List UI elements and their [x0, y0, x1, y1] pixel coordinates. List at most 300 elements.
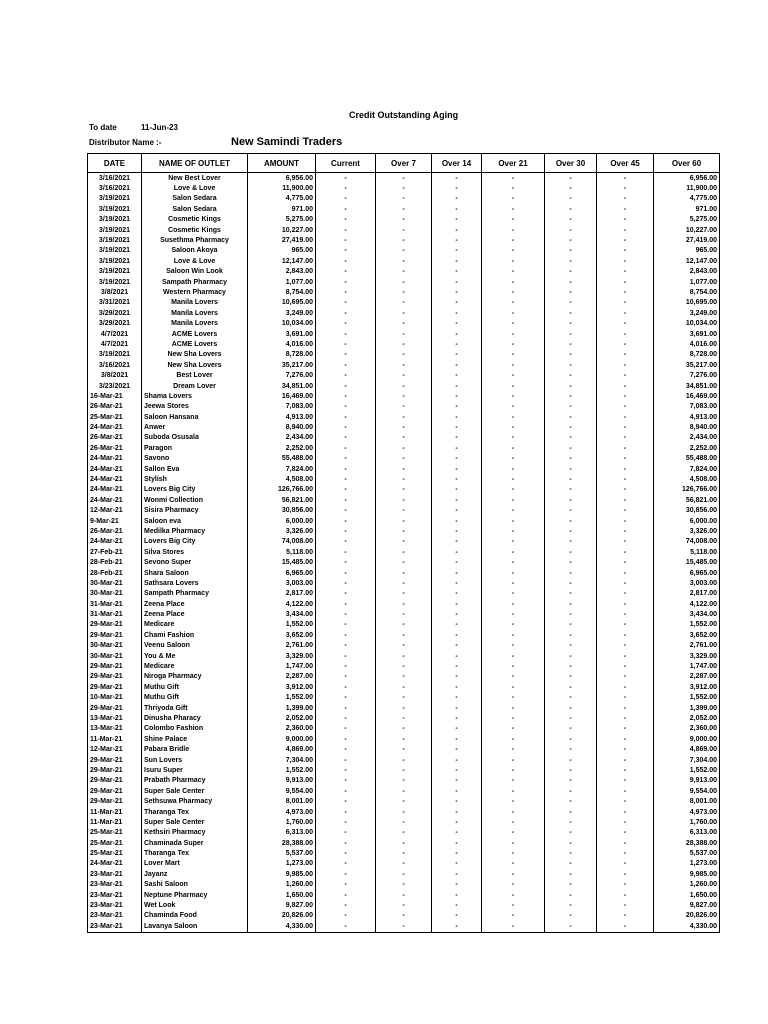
cell-over21: -: [482, 308, 545, 318]
cell-over14: -: [432, 578, 482, 588]
cell-amount: 6,965.00: [248, 568, 316, 578]
cell-over45: -: [597, 183, 654, 193]
cell-over45: -: [597, 557, 654, 567]
cell-over14: -: [432, 703, 482, 713]
cell-over60: 35,217.00: [654, 360, 720, 370]
cell-over14: -: [432, 173, 482, 184]
cell-over45: -: [597, 287, 654, 297]
cell-over7: -: [376, 506, 432, 516]
cell-over45: -: [597, 516, 654, 526]
cell-outlet: Medicare: [142, 620, 248, 630]
cell-over14: -: [432, 495, 482, 505]
cell-outlet: Dinusha Pharacy: [142, 713, 248, 723]
cell-date: 29-Mar-21: [88, 796, 142, 806]
cell-outlet: You & Me: [142, 651, 248, 661]
cell-outlet: Shine Palace: [142, 734, 248, 744]
table-row: [88, 651, 720, 661]
cell-outlet: Susethma Pharmacy: [142, 235, 248, 245]
cell-amount: 2,843.00: [248, 267, 316, 277]
cell-date: 25-Mar-21: [88, 828, 142, 838]
cell-over7: -: [376, 589, 432, 599]
cell-over60: 3,326.00: [654, 526, 720, 536]
cell-over45: -: [597, 485, 654, 495]
cell-date: 3/19/2021: [88, 235, 142, 245]
cell-over60: 5,537.00: [654, 848, 720, 858]
cell-over7: -: [376, 557, 432, 567]
cell-over60: 1,650.00: [654, 890, 720, 900]
cell-over45: -: [597, 630, 654, 640]
cell-over60: 4,330.00: [654, 921, 720, 932]
cell-over30: -: [545, 796, 597, 806]
table-row: [88, 474, 720, 484]
cell-over45: -: [597, 506, 654, 516]
cell-amount: 55,488.00: [248, 454, 316, 464]
cell-over7: -: [376, 848, 432, 858]
cell-current: -: [316, 880, 376, 890]
cell-date: 11-Mar-21: [88, 807, 142, 817]
cell-over21: -: [482, 796, 545, 806]
cell-over7: -: [376, 703, 432, 713]
cell-outlet: Dream Lover: [142, 381, 248, 391]
cell-over60: 5,275.00: [654, 215, 720, 225]
cell-date: 29-Mar-21: [88, 776, 142, 786]
cell-date: 4/7/2021: [88, 339, 142, 349]
cell-over14: -: [432, 235, 482, 245]
table-row: [88, 391, 720, 401]
cell-over14: -: [432, 880, 482, 890]
cell-outlet: Sathsara Lovers: [142, 578, 248, 588]
cell-current: -: [316, 454, 376, 464]
cell-current: -: [316, 318, 376, 328]
cell-over7: -: [376, 537, 432, 547]
cell-over30: -: [545, 225, 597, 235]
cell-outlet: Chami Fashion: [142, 630, 248, 640]
cell-over7: -: [376, 246, 432, 256]
cell-current: -: [316, 807, 376, 817]
cell-over14: -: [432, 381, 482, 391]
cell-date: 3/16/2021: [88, 173, 142, 184]
cell-over60: 2,843.00: [654, 267, 720, 277]
cell-over45: -: [597, 838, 654, 848]
table-row: [88, 443, 720, 453]
cell-over21: -: [482, 869, 545, 879]
table-row: [88, 734, 720, 744]
cell-over21: -: [482, 495, 545, 505]
cell-over14: -: [432, 516, 482, 526]
cell-over30: -: [545, 485, 597, 495]
cell-outlet: New Sha Lovers: [142, 360, 248, 370]
cell-amount: 8,728.00: [248, 350, 316, 360]
cell-amount: 5,275.00: [248, 215, 316, 225]
cell-date: 9-Mar-21: [88, 516, 142, 526]
cell-over21: -: [482, 329, 545, 339]
cell-over14: -: [432, 422, 482, 432]
col-header-over30: Over 30: [545, 154, 597, 173]
cell-current: -: [316, 661, 376, 671]
cell-over30: -: [545, 807, 597, 817]
cell-over14: -: [432, 454, 482, 464]
cell-amount: 5,118.00: [248, 547, 316, 557]
cell-date: 26-Mar-21: [88, 443, 142, 453]
cell-current: -: [316, 890, 376, 900]
cell-outlet: Muthu Gift: [142, 693, 248, 703]
cell-over60: 9,000.00: [654, 734, 720, 744]
cell-over7: -: [376, 828, 432, 838]
cell-over21: -: [482, 641, 545, 651]
cell-over60: 28,388.00: [654, 838, 720, 848]
cell-date: 3/19/2021: [88, 277, 142, 287]
cell-over45: -: [597, 568, 654, 578]
cell-over60: 10,227.00: [654, 225, 720, 235]
cell-over45: -: [597, 661, 654, 671]
cell-over45: -: [597, 786, 654, 796]
cell-over45: -: [597, 734, 654, 744]
cell-over14: -: [432, 256, 482, 266]
table-row: [88, 454, 720, 464]
cell-over21: -: [482, 204, 545, 214]
cell-over60: 16,469.00: [654, 391, 720, 401]
table-row: [88, 744, 720, 754]
cell-over30: -: [545, 350, 597, 360]
cell-over60: 4,913.00: [654, 412, 720, 422]
cell-over14: -: [432, 267, 482, 277]
cell-over60: 20,826.00: [654, 911, 720, 921]
cell-over14: -: [432, 641, 482, 651]
cell-over45: -: [597, 433, 654, 443]
cell-outlet: Zeena Place: [142, 599, 248, 609]
table-row: [88, 381, 720, 391]
cell-over30: -: [545, 900, 597, 910]
cell-current: -: [316, 537, 376, 547]
cell-over60: 56,821.00: [654, 495, 720, 505]
cell-over14: -: [432, 651, 482, 661]
cell-over21: -: [482, 568, 545, 578]
cell-date: 25-Mar-21: [88, 838, 142, 848]
table-row: [88, 828, 720, 838]
cell-date: 24-Mar-21: [88, 454, 142, 464]
cell-over45: -: [597, 215, 654, 225]
cell-over30: -: [545, 329, 597, 339]
cell-current: -: [316, 703, 376, 713]
cell-over45: -: [597, 443, 654, 453]
cell-over14: -: [432, 537, 482, 547]
cell-over45: -: [597, 412, 654, 422]
cell-over60: 8,940.00: [654, 422, 720, 432]
cell-over14: -: [432, 630, 482, 640]
cell-over7: -: [376, 256, 432, 266]
cell-date: 3/16/2021: [88, 183, 142, 193]
cell-current: -: [316, 173, 376, 184]
cell-over30: -: [545, 776, 597, 786]
cell-current: -: [316, 713, 376, 723]
cell-amount: 1,273.00: [248, 859, 316, 869]
cell-current: -: [316, 516, 376, 526]
cell-date: 3/29/2021: [88, 318, 142, 328]
cell-over7: -: [376, 454, 432, 464]
cell-over30: -: [545, 661, 597, 671]
cell-current: -: [316, 194, 376, 204]
cell-outlet: Pabara Bridle: [142, 744, 248, 754]
table-row: [88, 900, 720, 910]
cell-current: -: [316, 464, 376, 474]
cell-date: 13-Mar-21: [88, 724, 142, 734]
cell-current: -: [316, 474, 376, 484]
cell-over14: -: [432, 215, 482, 225]
table-row: [88, 599, 720, 609]
cell-date: 29-Mar-21: [88, 630, 142, 640]
cell-over30: -: [545, 713, 597, 723]
cell-over60: 11,900.00: [654, 183, 720, 193]
cell-over45: -: [597, 578, 654, 588]
cell-over14: -: [432, 807, 482, 817]
cell-over60: 1,077.00: [654, 277, 720, 287]
cell-amount: 34,851.00: [248, 381, 316, 391]
cell-outlet: Super Sale Center: [142, 817, 248, 827]
table-row: [88, 755, 720, 765]
cell-date: 29-Mar-21: [88, 620, 142, 630]
cell-over21: -: [482, 620, 545, 630]
cell-outlet: Jayanz: [142, 869, 248, 879]
cell-over60: 2,052.00: [654, 713, 720, 723]
cell-over7: -: [376, 287, 432, 297]
cell-date: 24-Mar-21: [88, 464, 142, 474]
cell-amount: 3,326.00: [248, 526, 316, 536]
cell-over7: -: [376, 298, 432, 308]
cell-over60: 2,761.00: [654, 641, 720, 651]
cell-amount: 56,821.00: [248, 495, 316, 505]
cell-over60: 1,260.00: [654, 880, 720, 890]
cell-over7: -: [376, 641, 432, 651]
table-row: [88, 402, 720, 412]
cell-over30: -: [545, 786, 597, 796]
cell-over30: -: [545, 370, 597, 380]
cell-outlet: Shara Saloon: [142, 568, 248, 578]
cell-over21: -: [482, 817, 545, 827]
cell-over45: -: [597, 422, 654, 432]
cell-current: -: [316, 370, 376, 380]
cell-over21: -: [482, 215, 545, 225]
table-row: [88, 568, 720, 578]
cell-date: 3/19/2021: [88, 204, 142, 214]
cell-amount: 9,554.00: [248, 786, 316, 796]
cell-amount: 11,900.00: [248, 183, 316, 193]
cell-over14: -: [432, 786, 482, 796]
table-row: [88, 464, 720, 474]
cell-over45: -: [597, 724, 654, 734]
cell-over60: 7,276.00: [654, 370, 720, 380]
cell-amount: 971.00: [248, 204, 316, 214]
cell-date: 3/8/2021: [88, 370, 142, 380]
cell-over60: 1,747.00: [654, 661, 720, 671]
cell-amount: 4,973.00: [248, 807, 316, 817]
cell-over21: -: [482, 651, 545, 661]
cell-over14: -: [432, 776, 482, 786]
table-row: [88, 412, 720, 422]
cell-over7: -: [376, 318, 432, 328]
cell-over21: -: [482, 609, 545, 619]
table-row: [88, 713, 720, 723]
cell-over30: -: [545, 630, 597, 640]
cell-over7: -: [376, 495, 432, 505]
cell-over45: -: [597, 672, 654, 682]
cell-outlet: Sallon Eva: [142, 464, 248, 474]
col-header-amount: AMOUNT: [248, 154, 316, 173]
cell-over60: 1,273.00: [654, 859, 720, 869]
table-row: [88, 318, 720, 328]
cell-over60: 4,869.00: [654, 744, 720, 754]
cell-outlet: Tharanga Tex: [142, 807, 248, 817]
cell-over14: -: [432, 526, 482, 536]
table-row: [88, 620, 720, 630]
cell-amount: 7,276.00: [248, 370, 316, 380]
table-row: [88, 776, 720, 786]
cell-date: 23-Mar-21: [88, 921, 142, 932]
table-row: [88, 880, 720, 890]
cell-date: 29-Mar-21: [88, 682, 142, 692]
cell-amount: 9,913.00: [248, 776, 316, 786]
cell-over7: -: [376, 724, 432, 734]
cell-over30: -: [545, 443, 597, 453]
cell-current: -: [316, 776, 376, 786]
cell-over7: -: [376, 381, 432, 391]
cell-over7: -: [376, 911, 432, 921]
cell-over7: -: [376, 693, 432, 703]
table-row: [88, 838, 720, 848]
cell-amount: 3,912.00: [248, 682, 316, 692]
cell-over30: -: [545, 578, 597, 588]
cell-outlet: Shama Lovers: [142, 391, 248, 401]
cell-amount: 1,747.00: [248, 661, 316, 671]
cell-amount: 2,052.00: [248, 713, 316, 723]
cell-over14: -: [432, 848, 482, 858]
cell-over60: 4,775.00: [654, 194, 720, 204]
cell-over14: -: [432, 350, 482, 360]
cell-over14: -: [432, 609, 482, 619]
table-row: [88, 267, 720, 277]
cell-outlet: New Best Lover: [142, 173, 248, 184]
cell-over21: -: [482, 173, 545, 184]
table-row: [88, 609, 720, 619]
cell-over21: -: [482, 744, 545, 754]
cell-over30: -: [545, 194, 597, 204]
cell-current: -: [316, 744, 376, 754]
cell-over45: -: [597, 796, 654, 806]
cell-over60: 5,118.00: [654, 547, 720, 557]
cell-date: 3/16/2021: [88, 360, 142, 370]
cell-over30: -: [545, 391, 597, 401]
cell-date: 10-Mar-21: [88, 693, 142, 703]
cell-over45: -: [597, 235, 654, 245]
cell-date: 26-Mar-21: [88, 402, 142, 412]
col-header-outlet: NAME OF OUTLET: [142, 154, 248, 173]
cell-over45: -: [597, 318, 654, 328]
cell-over60: 2,817.00: [654, 589, 720, 599]
table-row: [88, 277, 720, 287]
cell-amount: 1,760.00: [248, 817, 316, 827]
cell-current: -: [316, 568, 376, 578]
cell-outlet: Prabath Pharmacy: [142, 776, 248, 786]
cell-amount: 8,001.00: [248, 796, 316, 806]
cell-amount: 8,940.00: [248, 422, 316, 432]
cell-over45: -: [597, 807, 654, 817]
cell-amount: 4,869.00: [248, 744, 316, 754]
table-row: [88, 256, 720, 266]
cell-amount: 2,287.00: [248, 672, 316, 682]
cell-current: -: [316, 682, 376, 692]
cell-current: -: [316, 339, 376, 349]
cell-over14: -: [432, 485, 482, 495]
cell-current: -: [316, 724, 376, 734]
cell-current: -: [316, 506, 376, 516]
cell-over14: -: [432, 308, 482, 318]
cell-over14: -: [432, 599, 482, 609]
col-header-over14: Over 14: [432, 154, 482, 173]
cell-current: -: [316, 672, 376, 682]
cell-outlet: Western Pharmacy: [142, 287, 248, 297]
cell-over21: -: [482, 672, 545, 682]
cell-outlet: Sisira Pharmacy: [142, 506, 248, 516]
cell-date: 24-Mar-21: [88, 422, 142, 432]
cell-over60: 2,287.00: [654, 672, 720, 682]
cell-over7: -: [376, 422, 432, 432]
cell-over7: -: [376, 360, 432, 370]
cell-current: -: [316, 921, 376, 932]
cell-current: -: [316, 911, 376, 921]
cell-over45: -: [597, 339, 654, 349]
cell-amount: 4,913.00: [248, 412, 316, 422]
cell-date: 29-Mar-21: [88, 755, 142, 765]
cell-date: 30-Mar-21: [88, 578, 142, 588]
cell-over30: -: [545, 682, 597, 692]
cell-date: 25-Mar-21: [88, 848, 142, 858]
cell-outlet: Love & Love: [142, 183, 248, 193]
cell-over60: 126,766.00: [654, 485, 720, 495]
cell-over14: -: [432, 693, 482, 703]
cell-over14: -: [432, 360, 482, 370]
cell-over7: -: [376, 609, 432, 619]
cell-over7: -: [376, 391, 432, 401]
cell-outlet: Cosmetic Kings: [142, 215, 248, 225]
cell-outlet: Salon Sedara: [142, 194, 248, 204]
cell-outlet: Sun Lovers: [142, 755, 248, 765]
cell-over30: -: [545, 412, 597, 422]
cell-over30: -: [545, 277, 597, 287]
cell-over14: -: [432, 298, 482, 308]
cell-over21: -: [482, 682, 545, 692]
cell-date: 23-Mar-21: [88, 880, 142, 890]
cell-over45: -: [597, 713, 654, 723]
cell-current: -: [316, 869, 376, 879]
cell-current: -: [316, 204, 376, 214]
table-row: [88, 869, 720, 879]
cell-outlet: Saloon eva: [142, 516, 248, 526]
to-date-value: 11-Jun-23: [141, 123, 178, 132]
cell-outlet: Wet Look: [142, 900, 248, 910]
table-row: [88, 848, 720, 858]
cell-over30: -: [545, 495, 597, 505]
cell-outlet: Salon Sedara: [142, 204, 248, 214]
cell-current: -: [316, 578, 376, 588]
cell-date: 13-Mar-21: [88, 713, 142, 723]
cell-date: 31-Mar-21: [88, 599, 142, 609]
cell-over60: 10,034.00: [654, 318, 720, 328]
cell-over21: -: [482, 807, 545, 817]
cell-outlet: Kethsiri Pharmacy: [142, 828, 248, 838]
cell-over7: -: [376, 744, 432, 754]
cell-over7: -: [376, 890, 432, 900]
cell-amount: 1,552.00: [248, 765, 316, 775]
cell-date: 23-Mar-21: [88, 890, 142, 900]
